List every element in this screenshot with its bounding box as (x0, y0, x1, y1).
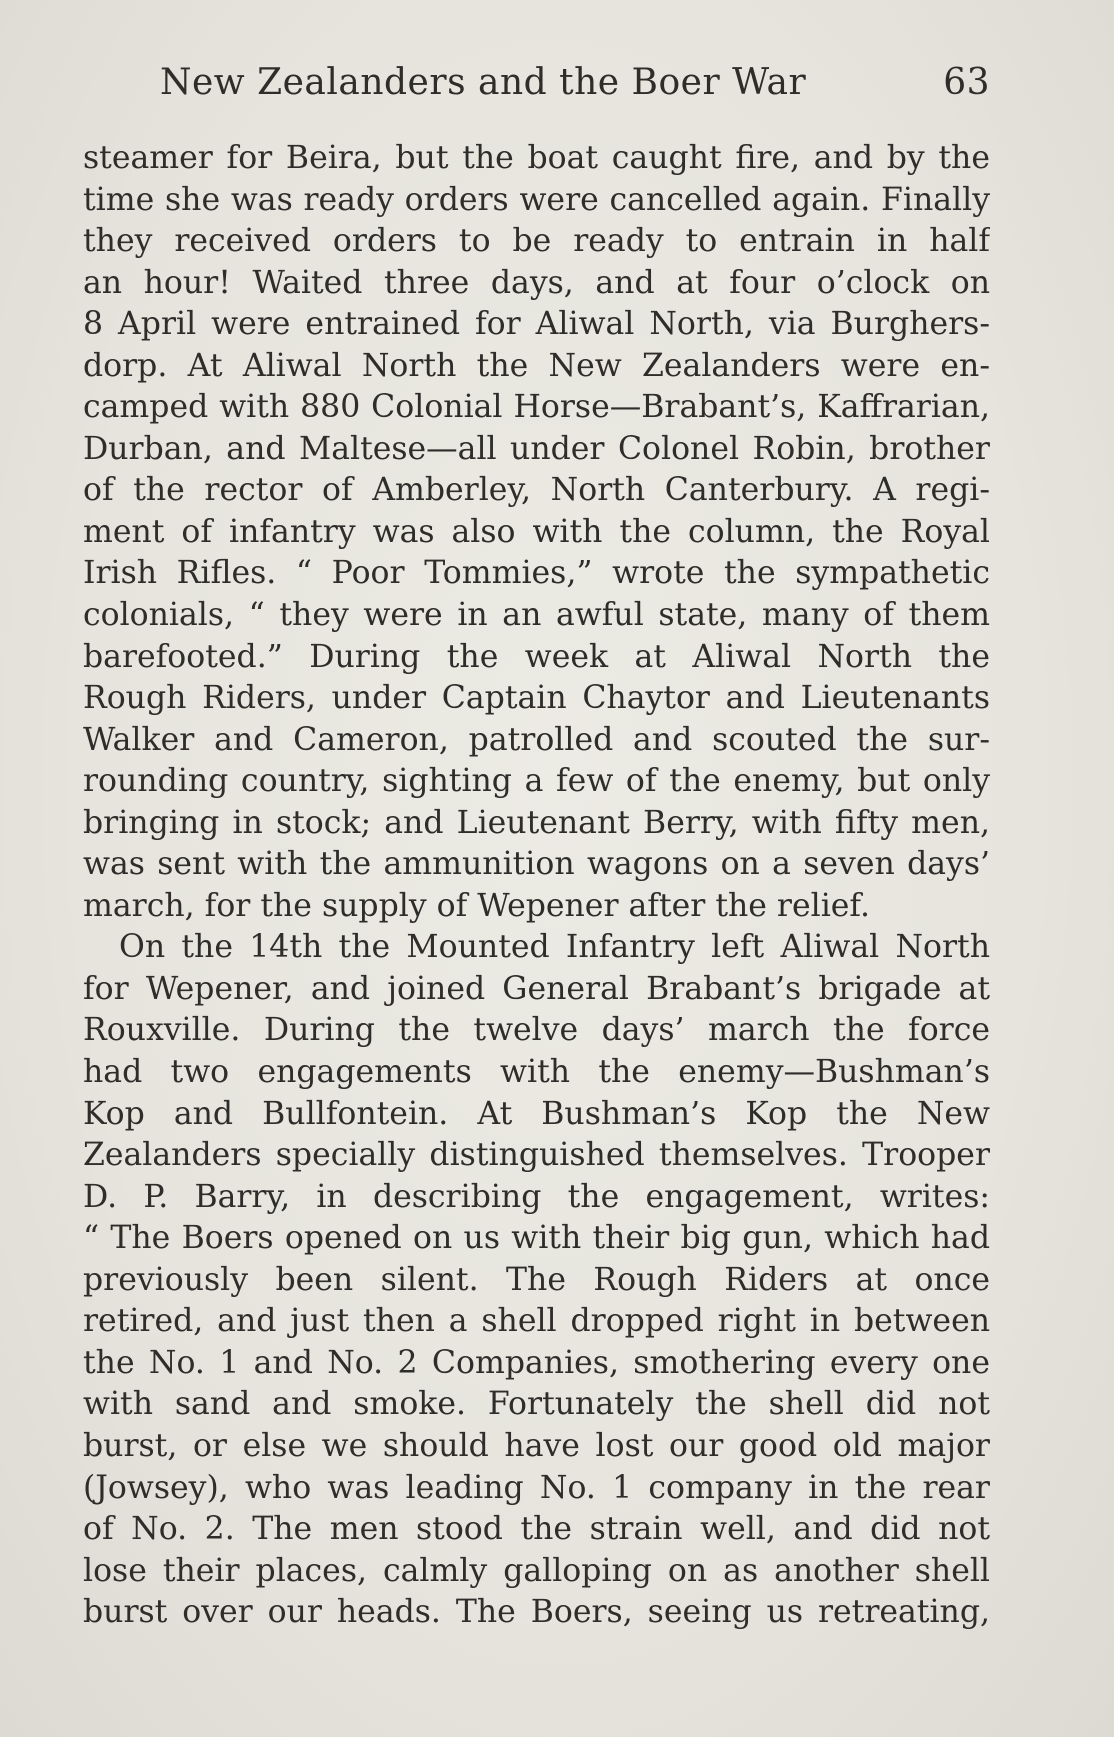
text-line: 8 April were entrained for Aliwal North, via Burghers- (83, 306, 990, 343)
text-line: dorp. At Aliwal North the New Zealanders were en- (83, 347, 990, 384)
text-line: of the rector of Amberley, North Canterbury. A regi- (83, 472, 990, 509)
body-text (83, 138, 990, 1634)
text-line: D. P. Barry, in describing the engagement, writes: (83, 1178, 990, 1215)
text-line: time she was ready orders were cancelled again. Finally (83, 181, 990, 218)
text-line: lose their places, calmly galloping on as another shell (83, 1552, 990, 1589)
text-line: with sand and smoke. Fortunately the shell did not (83, 1386, 990, 1423)
running-title: New Zealanders and the Boer War (160, 62, 807, 103)
text-line: of No. 2. The men stood the strain well, and did not (83, 1511, 990, 1548)
text-line: Walker and Cameron, patrolled and scouted the sur- (83, 721, 990, 758)
text-line: Zealanders specially distinguished themselves. Trooper (83, 1137, 990, 1174)
text-line: camped with 880 Colonial Horse—Brabant’s, Kaffrarian, (83, 389, 990, 426)
text-line: burst over our heads. The Boers, seeing us retreating, (83, 1594, 990, 1631)
text-line: had two engagements with the enemy—Bushman’s (83, 1054, 990, 1091)
text-line: for Wepener, and joined General Brabant’s brigade at (83, 970, 990, 1007)
text-line: an hour! Waited three days, and at four o’clock on (83, 264, 990, 301)
text-line: previously been silent. The Rough Riders at once (83, 1261, 990, 1298)
text-line: colonials, “ they were in an awful state, many of them (83, 597, 990, 634)
text-line: rounding country, sighting a few of the enemy, but only (83, 763, 990, 800)
running-header (160, 62, 990, 118)
text-line: “ The Boers opened on us with their big gun, which had (83, 1220, 990, 1257)
text-line: they received orders to be ready to entrain in half (83, 223, 990, 260)
text-line: was sent with the ammunition wagons on a seven days’ (83, 846, 990, 883)
text-line: (Jowsey), who was leading No. 1 company in the rear (83, 1469, 990, 1506)
text-line: Rough Riders, under Captain Chaytor and Lieutenants (83, 680, 990, 717)
text-line: the No. 1 and No. 2 Companies, smothering every one (83, 1344, 990, 1381)
paragraph-start-line: On the 14th the Mounted Infantry left Aliwal North (119, 929, 990, 966)
text-line: barefooted.” During the week at Aliwal North the (83, 638, 990, 675)
text-line: burst, or else we should have lost our good old major (83, 1427, 990, 1464)
text-line: Rouxville. During the twelve days’ march the force (83, 1012, 990, 1049)
text-line: Irish Rifles. “ Poor Tommies,” wrote the sympathetic (83, 555, 990, 592)
text-line: ment of infantry was also with the column, the Royal (83, 513, 990, 550)
text-line: retired, and just then a shell dropped right in between (83, 1303, 990, 1340)
paragraph-end-line: march, for the supply of Wepener after the relief. (83, 887, 870, 924)
text-line: bringing in stock; and Lieutenant Berry, with fifty men, (83, 804, 990, 841)
text-line: steamer for Beira, but the boat caught fire, and by the (83, 140, 990, 176)
page-number: 63 (943, 62, 990, 103)
text-line: Kop and Bullfontein. At Bushman’s Kop the New (83, 1095, 990, 1132)
text-line: Durban, and Maltese—all under Colonel Robin, brother (83, 430, 990, 467)
